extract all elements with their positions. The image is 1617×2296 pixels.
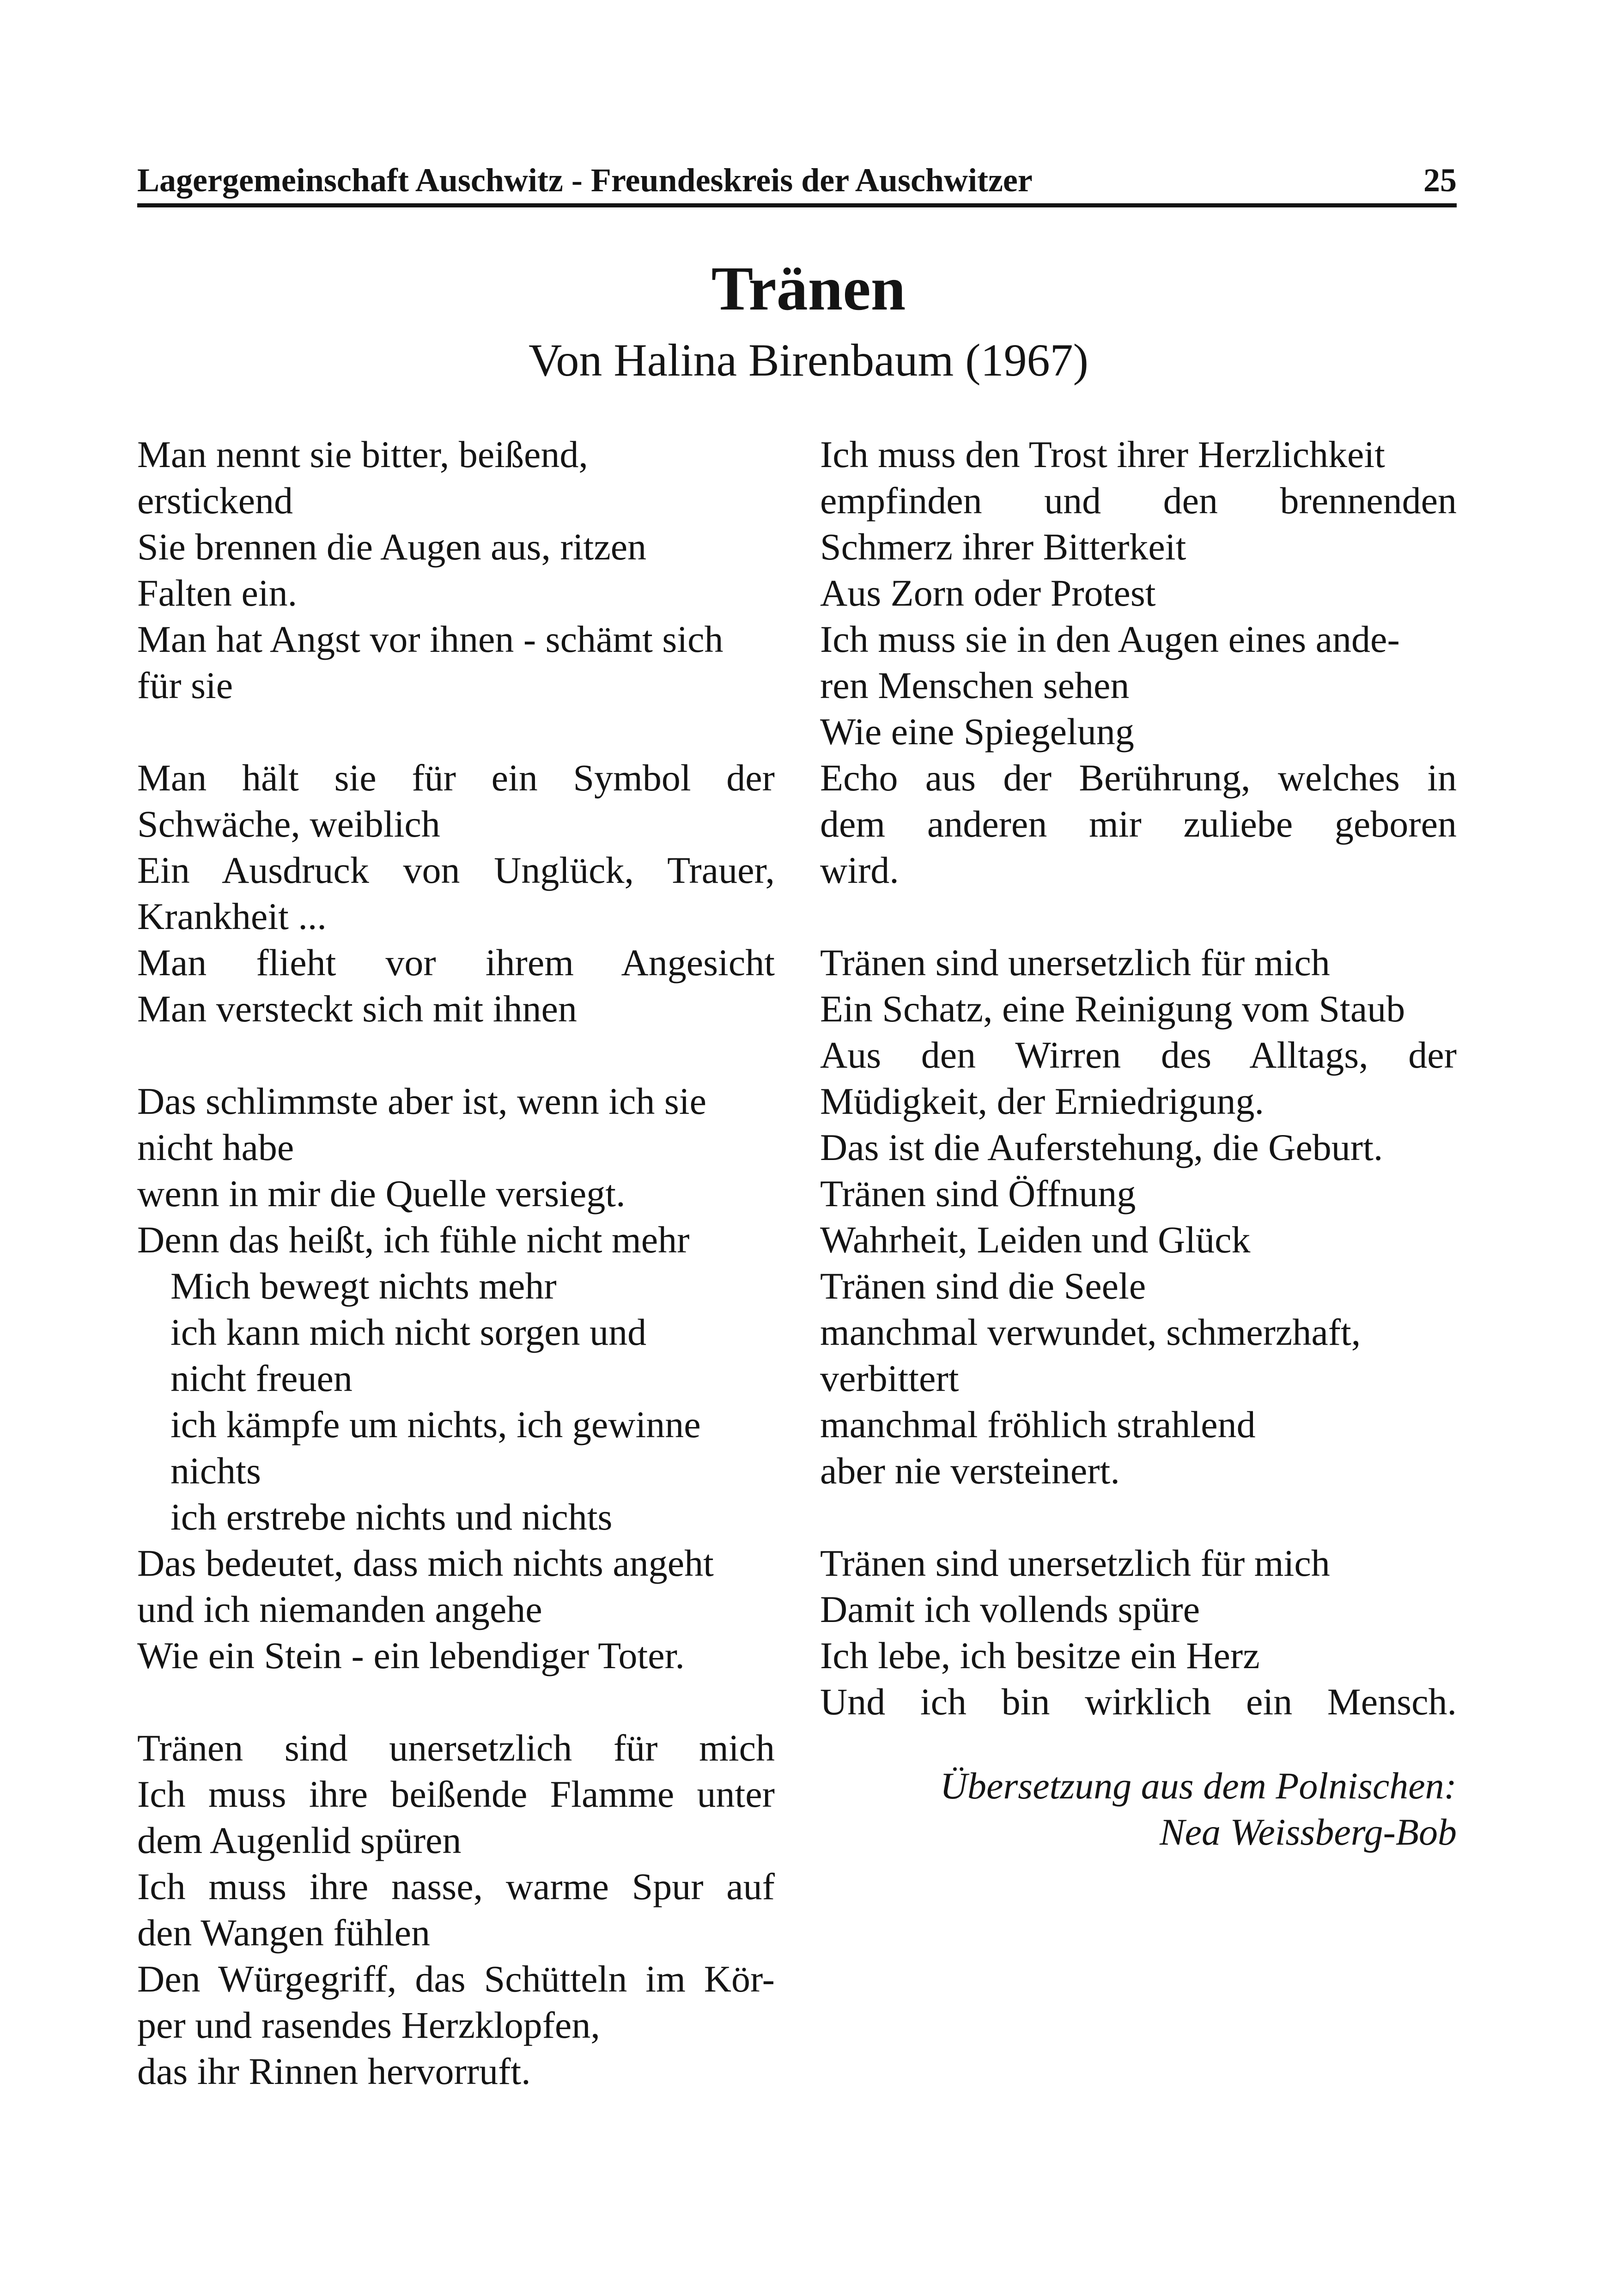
poem-column-left — [137, 431, 775, 2141]
poem-line: den Wangen fühlen — [137, 1912, 431, 1954]
poem-line: wenn in mir die Quelle versiegt. — [137, 1172, 626, 1215]
poem-line: Müdigkeit, der Erniedrigung. — [820, 1080, 1264, 1122]
poem-line: Krankheit ... — [137, 895, 327, 937]
poem-line: Man nennt sie bitter, beißend, — [137, 433, 588, 475]
poem-line: Falten ein. — [137, 572, 298, 614]
poem-line: Tränen sind unersetzlich für mich — [137, 1727, 775, 1769]
poem-line: Ein Schatz, eine Reinigung vom Staub — [820, 988, 1405, 1030]
translation-credit — [820, 1763, 1457, 1855]
poem-line: Ich muss den Trost ihrer Herzlichkeit — [820, 433, 1385, 475]
running-header — [137, 159, 1457, 207]
poem-line: Schmerz ihrer Bitterkeit — [820, 526, 1186, 568]
poem-line: ren Menschen sehen — [820, 664, 1130, 706]
poem-line: Und ich bin wirklich ein Mensch. — [820, 1681, 1457, 1723]
poem-line: Echo aus der Berührung, welches in — [820, 757, 1457, 799]
page-number: 25 — [1423, 162, 1457, 199]
poem-line: Damit ich vollends spüre — [820, 1588, 1200, 1630]
poem-line: für sie — [137, 664, 233, 706]
poem-line: aber nie versteinert. — [820, 1450, 1120, 1492]
poem-line: Denn das heißt, ich fühle nicht mehr — [137, 1219, 690, 1261]
poem-line: Tränen sind die Seele — [820, 1265, 1146, 1307]
poem-line: Das schlimmste aber ist, wenn ich sie — [137, 1080, 707, 1122]
poem-line: nicht habe — [137, 1126, 294, 1168]
translator-name: Nea Weissberg-Bob — [1159, 1811, 1457, 1853]
poem-line: ich kämpfe um nichts, ich gewinne — [170, 1403, 701, 1446]
stanza — [137, 1725, 775, 2095]
poem-line: Man versteckt sich mit ihnen — [137, 988, 577, 1030]
poem-line: manchmal fröhlich strahlend — [820, 1403, 1256, 1446]
stanza — [137, 755, 775, 1032]
poem-line: Man flieht vor ihrem Angesicht — [137, 941, 775, 984]
poem-line: Tränen sind unersetzlich für mich — [820, 941, 1330, 984]
poem-line: erstickend — [137, 480, 293, 522]
translation-note: Übersetzung aus dem Polnischen: — [940, 1765, 1457, 1807]
poem-line: empfinden und den brennenden — [820, 480, 1457, 522]
poem-line: Das ist die Auferstehung, die Geburt. — [820, 1126, 1383, 1168]
stanza — [137, 1078, 775, 1679]
poem-line: verbittert — [820, 1357, 959, 1399]
poem-line: Den Würgegriff, das Schütteln im Kör- — [137, 1958, 775, 2000]
poem-line: und ich niemanden angehe — [137, 1588, 542, 1630]
poem-line: Wie ein Stein - ein lebendiger Toter. — [137, 1634, 685, 1676]
poem-line: Man hält sie für ein Symbol der — [137, 757, 775, 799]
poem-line: manchmal verwundet, schmerzhaft, — [820, 1311, 1361, 1353]
poem-line: ich erstrebe nichts und nichts — [170, 1496, 613, 1538]
poem-line: Mich bewegt nichts mehr — [170, 1265, 557, 1307]
poem-line: nichts — [170, 1450, 261, 1492]
poem-line: das ihr Rinnen hervorruft. — [137, 2050, 531, 2092]
poem-line: Wahrheit, Leiden und Glück — [820, 1219, 1251, 1261]
poem-line: Aus Zorn oder Protest — [820, 572, 1156, 614]
poem-line: wird. — [820, 849, 899, 891]
stanza — [820, 1540, 1457, 1725]
poem-line: Ich lebe, ich besitze ein Herz — [820, 1634, 1260, 1676]
poem-line: Ich muss ihre beißende Flamme unter — [137, 1773, 775, 1815]
poem-line: ich kann mich nicht sorgen und — [170, 1311, 647, 1353]
stanza — [137, 431, 775, 709]
poem-byline: Von Halina Birenbaum (1967) — [529, 334, 1088, 386]
poem-line: Tränen sind unersetzlich für mich — [820, 1542, 1330, 1584]
poem-column-right — [820, 431, 1457, 1855]
poem-line: dem anderen mir zuliebe geboren — [820, 803, 1457, 845]
poem-line: Das bedeutet, dass mich nichts angeht — [137, 1542, 714, 1584]
poem-title: Tränen — [711, 254, 906, 323]
poem-line: Schwäche, weiblich — [137, 803, 440, 845]
poem-line: Ich muss ihre nasse, warme Spur auf — [137, 1865, 775, 1907]
poem-line: nicht freuen — [170, 1357, 353, 1399]
poem-line: Ein Ausdruck von Unglück, Trauer, — [137, 849, 775, 891]
poem-line: per und rasendes Herzklopfen, — [137, 2004, 600, 2046]
poem-line: Sie brennen die Augen aus, ritzen — [137, 526, 647, 568]
poem-line: Tränen sind Öffnung — [820, 1172, 1136, 1215]
stanza — [820, 431, 1457, 893]
poem-line: Man hat Angst vor ihnen - schämt sich — [137, 618, 723, 660]
stanza — [820, 940, 1457, 1494]
poem-line: Wie eine Spiegelung — [820, 711, 1134, 753]
poem-line: Ich muss sie in den Augen eines ande- — [820, 618, 1400, 660]
poem-line: dem Augenlid spüren — [137, 1819, 462, 1861]
journal-title: Lagergemeinschaft Auschwitz - Freundeskreis der Auschwitzer — [137, 162, 1033, 199]
poem-line: Aus den Wirren des Alltags, der — [820, 1034, 1457, 1076]
